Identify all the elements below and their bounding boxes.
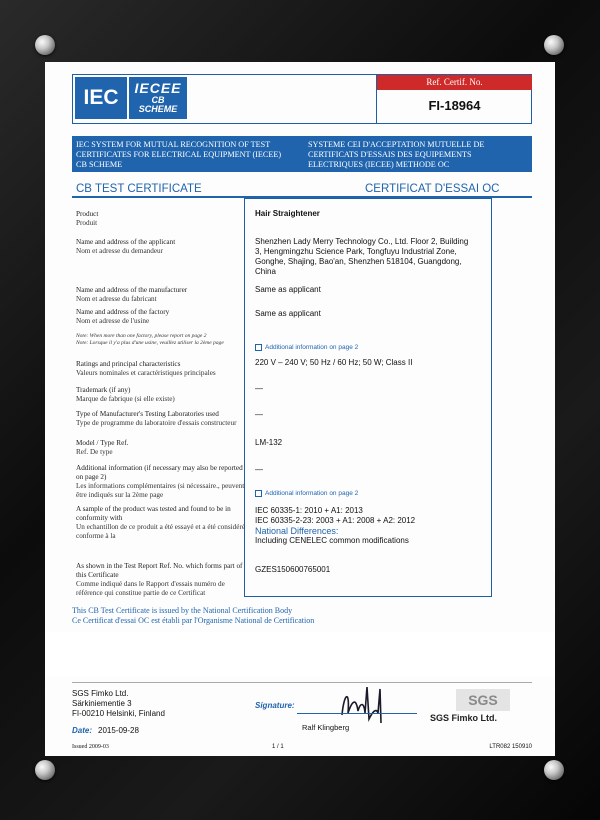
screw-top-left <box>35 35 55 55</box>
lab-value: — <box>255 410 263 419</box>
addl-value: — <box>255 465 263 474</box>
report-label-fr: Comme indiqué dans le Rapport d'essais numéro de référence qui constitue partie de ce Certificat <box>76 580 225 597</box>
factory-addl-info <box>255 344 358 351</box>
lab-label <box>76 410 251 428</box>
blank-gap <box>45 632 555 676</box>
national-differences-label: National Differences: <box>255 526 339 536</box>
product-label-fr: Produit <box>76 219 98 227</box>
factory-note <box>76 333 251 346</box>
signature-label: Signature: <box>255 701 295 710</box>
manufacturer-value: Same as applicant <box>255 285 321 294</box>
addl-info-note <box>255 490 358 497</box>
addl-note-text: Additional information on page 2 <box>265 490 359 498</box>
addl-label-en: Additional information (if necessary may also be reported on page 2) <box>76 464 243 481</box>
product-value: Hair Straightener <box>255 209 320 218</box>
ratings-label <box>76 360 251 378</box>
signature-scribble <box>334 683 404 727</box>
iecee-cb-scheme-logo <box>129 77 187 119</box>
issued-by-text <box>72 606 512 626</box>
manufacturer-label <box>76 286 251 304</box>
logo-scheme-text: SCHEME <box>138 104 178 114</box>
product-label <box>76 210 251 228</box>
applicant-value: Shenzhen Lady Merry Technology Co., Ltd. Floor 2, Building 3, Hengmingzhu Science Park, Tongfuyu Industrial Zone, Gonghe, Shajing, Bao'an, Shenzhen 518104, Guangdong, China <box>255 237 469 276</box>
ref-cert-label: Ref. Certif. No. <box>377 75 532 90</box>
lab-label-fr: Type de programme du laboratoire d'essais constructeur <box>76 419 237 427</box>
sgs-logo: SGS <box>456 689 510 711</box>
standard-line-1: IEC 60335-1: 2010 + A1: 2013 <box>255 506 363 515</box>
screw-bottom-left <box>35 760 55 780</box>
issued-date: Issued 2009-03 <box>72 744 109 750</box>
ratings-label-fr: Valeurs nominales et caractéristiques principales <box>76 369 216 377</box>
checkbox-icon <box>255 490 262 497</box>
date-value: 2015-09-28 <box>98 726 139 735</box>
product-label-en: Product <box>76 210 99 218</box>
trademark-label <box>76 386 251 404</box>
certificate-paper <box>45 62 555 756</box>
iec-logo: IEC <box>75 77 127 119</box>
scheme-band <box>72 136 532 172</box>
scheme-text-en: IEC SYSTEM FOR MUTUAL RECOGNITION OF TEST CERTIFICATES FOR ELECTRICAL EQUIPMENT (IECEE) CB SCHEME <box>76 140 282 169</box>
screw-bottom-right <box>544 760 564 780</box>
trademark-label-fr: Marque de fabrique (si elle existe) <box>76 395 175 403</box>
applicant-label-en: Name and address of the applicant <box>76 238 176 246</box>
form-code: LTR082 150910 <box>489 744 532 750</box>
page-number: 1 / 1 <box>272 744 284 750</box>
trademark-value: — <box>255 384 263 393</box>
sample-label-en: A sample of the product was tested and found to be in conformity with <box>76 505 231 522</box>
report-label <box>76 562 251 598</box>
report-value: GZES150600765001 <box>255 565 331 574</box>
ratings-value: 220 V – 240 V; 50 Hz / 60 Hz; 50 W; Class II <box>255 358 413 367</box>
factory-note-en: Note: When more than one factory, please report on page 2 <box>76 333 207 339</box>
model-label-en: Model / Type Ref. <box>76 439 129 447</box>
ref-cert-number: FI-18964 <box>428 98 481 113</box>
sgs-name-right: SGS Fimko Ltd. <box>430 713 498 723</box>
logo-iecee-text: IECEE <box>134 80 182 96</box>
sample-label <box>76 505 251 541</box>
standards-value <box>255 506 485 546</box>
national-differences-value: Including CENELEC common modifications <box>255 536 409 545</box>
factory-addl-text: Additional information on page 2 <box>265 344 359 352</box>
factory-label-fr: Nom et adresse de l'usine <box>76 317 150 325</box>
ref-cert-box <box>376 75 532 123</box>
factory-label-en: Name and address of the factory <box>76 308 170 316</box>
factory-value: Same as applicant <box>255 309 321 318</box>
certificate-title-fr: CERTIFICAT D'ESSAI OC <box>365 183 500 195</box>
signature-line <box>297 713 417 714</box>
certificate-title-en: CB TEST CERTIFICATE <box>76 183 202 195</box>
issued-by-en: This CB Test Certificate is issued by the National Certification Body <box>72 606 293 615</box>
lab-label-en: Type of Manufacturer's Testing Laboratories used <box>76 410 219 418</box>
signer-name: Ralf Klingberg <box>302 723 350 732</box>
header <box>72 74 532 124</box>
model-label-fr: Ref. De type <box>76 448 113 456</box>
issuer-address <box>72 689 165 719</box>
ratings-label-en: Ratings and principal characteristics <box>76 360 181 368</box>
issued-by-fr: Ce Certificat d'essai OC est établi par l'Organisme National de Certification <box>72 616 315 625</box>
model-value: LM-132 <box>255 438 283 447</box>
manufacturer-label-fr: Nom et adresse du fabricant <box>76 295 157 303</box>
standard-line-2: IEC 60335-2-23: 2003 + A1: 2008 + A2: 2012 <box>255 516 416 525</box>
screw-top-right <box>544 35 564 55</box>
sample-label-fr: Un echantillon de ce produit a été essayé et a été considéré conforme à la <box>76 523 246 540</box>
factory-label <box>76 308 251 326</box>
scheme-text-fr: SYSTEME CEI D'ACCEPTATION MUTUELLE DE CERTIFICATS D'ESSAIS DES EQUIPEMENTS ELECTRIQUES (IECEE) METHODE OC <box>308 140 485 169</box>
issuer-org: SGS Fimko Ltd. <box>72 689 129 698</box>
addl-label <box>76 464 251 500</box>
issue-date <box>72 726 139 735</box>
issuer-street: Särkiniementie 3 <box>72 699 132 708</box>
factory-note-fr: Note: Lorsque il y'a plus d'une usine, veuillez utiliser la 2ème page <box>76 339 224 346</box>
logo-cb-text: CB <box>151 95 165 105</box>
date-label: Date: <box>72 726 93 735</box>
trademark-label-en: Trademark (if any) <box>76 386 131 394</box>
manufacturer-label-en: Name and address of the manufacturer <box>76 286 188 294</box>
applicant-label-fr: Nom et adresse du demandeur <box>76 247 164 255</box>
report-label-en: As shown in the Test Report Ref. No. which forms part of this Certificate <box>76 562 243 579</box>
issuer-block <box>72 682 532 743</box>
applicant-label <box>76 238 251 256</box>
checkbox-icon <box>255 344 262 351</box>
addl-label-fr: Les informations complémentaires (si nécessaire., peuvent être indiqués sur la 2ème page <box>76 482 245 499</box>
model-label <box>76 439 251 457</box>
issuer-city: FI-00210 Helsinki, Finland <box>72 709 165 718</box>
